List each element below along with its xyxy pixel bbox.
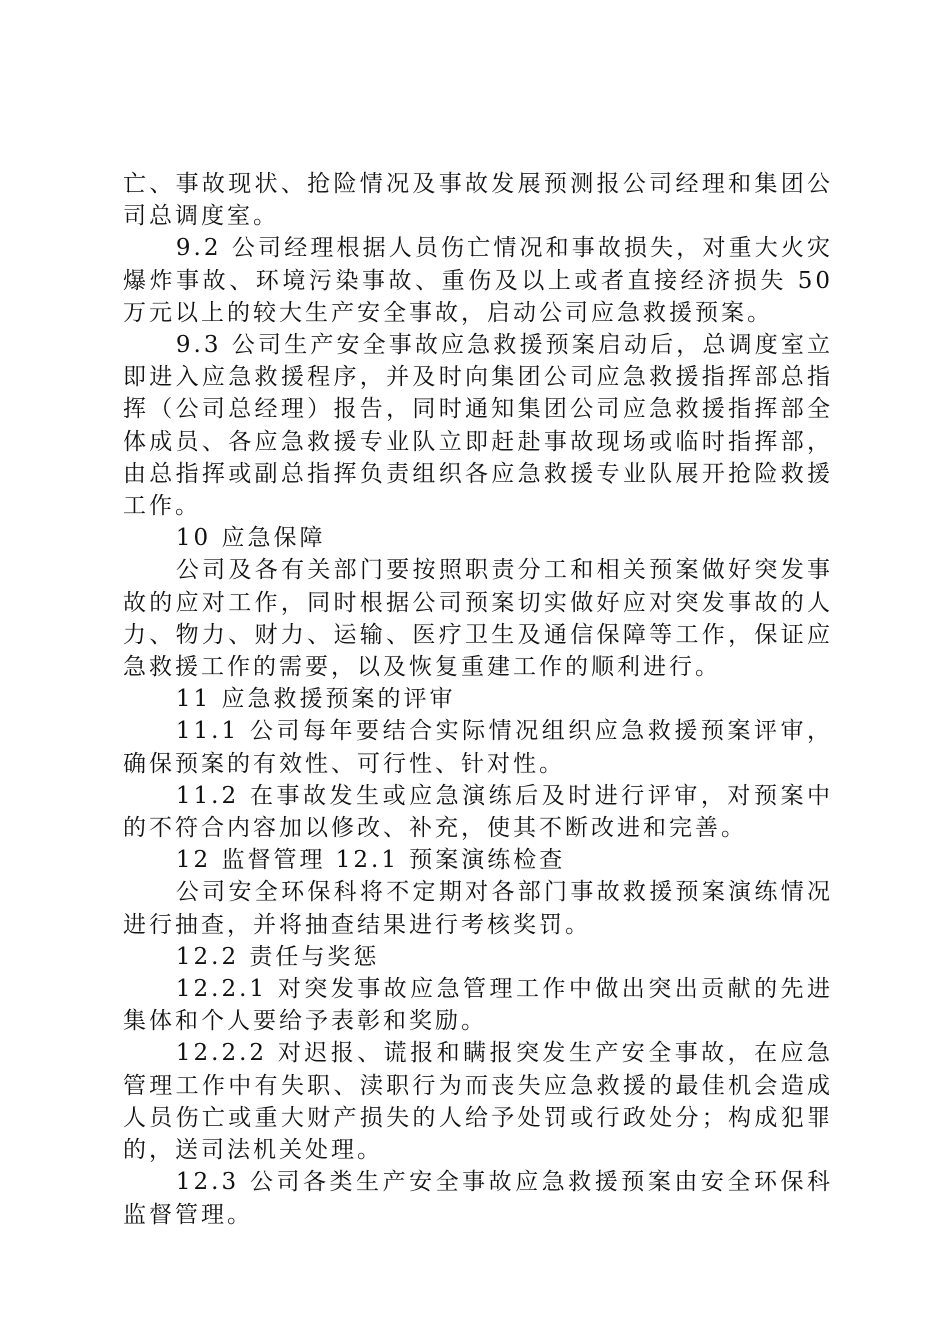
paragraph-12-2-1: 12.2.1 对突发事故应急管理工作中做出突出贡献的先进集体和个人要给予表彰和奖励。 (123, 976, 833, 1035)
section-heading-10: 10 应急保障 (175, 525, 326, 552)
paragraph-12-3: 12.3 公司各类生产安全事故应急救援预案由安全环保科监督管理。 (123, 1169, 833, 1228)
paragraph-9-3: 9.3 公司生产安全事故应急救援预案启动后，总调度室立即进入应急救援程序，并及时向集团公司应急救援指挥部总指挥（公司总经理）报告，同时通知集团公司应急救援指挥部全体成员、各应急救援专业队立即赶赴事故现场或临时指挥部，由总指挥或副总指挥负责组织各应急救援专业队展开抢险救援工作。 (123, 332, 833, 520)
section-heading-12-2: 12.2 责任与奖惩 (175, 943, 380, 970)
paragraph-10-body: 公司及各有关部门要按照职责分工和相关预案做好突发事故的应对工作，同时根据公司预案切实做好应对突发事故的人力、物力、财力、运输、医疗卫生及通信保障等工作，保证应急救援工作的需要，以及恢复重建工作的顺利进行。 (123, 557, 833, 681)
paragraph-12-1-body: 公司安全环保科将不定期对各部门事故救援预案演练情况进行抽查，并将抽查结果进行考核奖罚。 (123, 879, 833, 938)
paragraph-9-2: 9.2 公司经理根据人员伤亡情况和事故损失，对重大火灾爆炸事故、环境污染事故、重伤及以上或者直接经济损失 50 万元以上的较大生产安全事故，启动公司应急救援预案。 (123, 235, 833, 326)
paragraph-11-1: 11.1 公司每年要结合实际情况组织应急救援预案评审，确保预案的有效性、可行性、针对性。 (123, 718, 833, 777)
section-heading-12: 12 监督管理 12.1 预案演练检查 (175, 847, 566, 874)
paragraph-11-2: 11.2 在事故发生或应急演练后及时进行评审，对预案中的不符合内容加以修改、补充，使其不断改进和完善。 (123, 782, 833, 842)
document-body (123, 168, 833, 1231)
paragraph-12-2-2: 12.2.2 对迟报、谎报和瞒报突发生产安全事故，在应急管理工作中有失职、渎职行为而丧失应急救援的最佳机会造成人员伤亡或重大财产损失的人给予处罚或行政处分；构成犯罪的，送司法机关处理。 (123, 1040, 833, 1164)
section-heading-11: 11 应急救援预案的评审 (175, 686, 456, 713)
paragraph-continuation: 亡、事故现状、抢险情况及事故发展预测报公司经理和集团公司总调度室。 (123, 171, 833, 230)
